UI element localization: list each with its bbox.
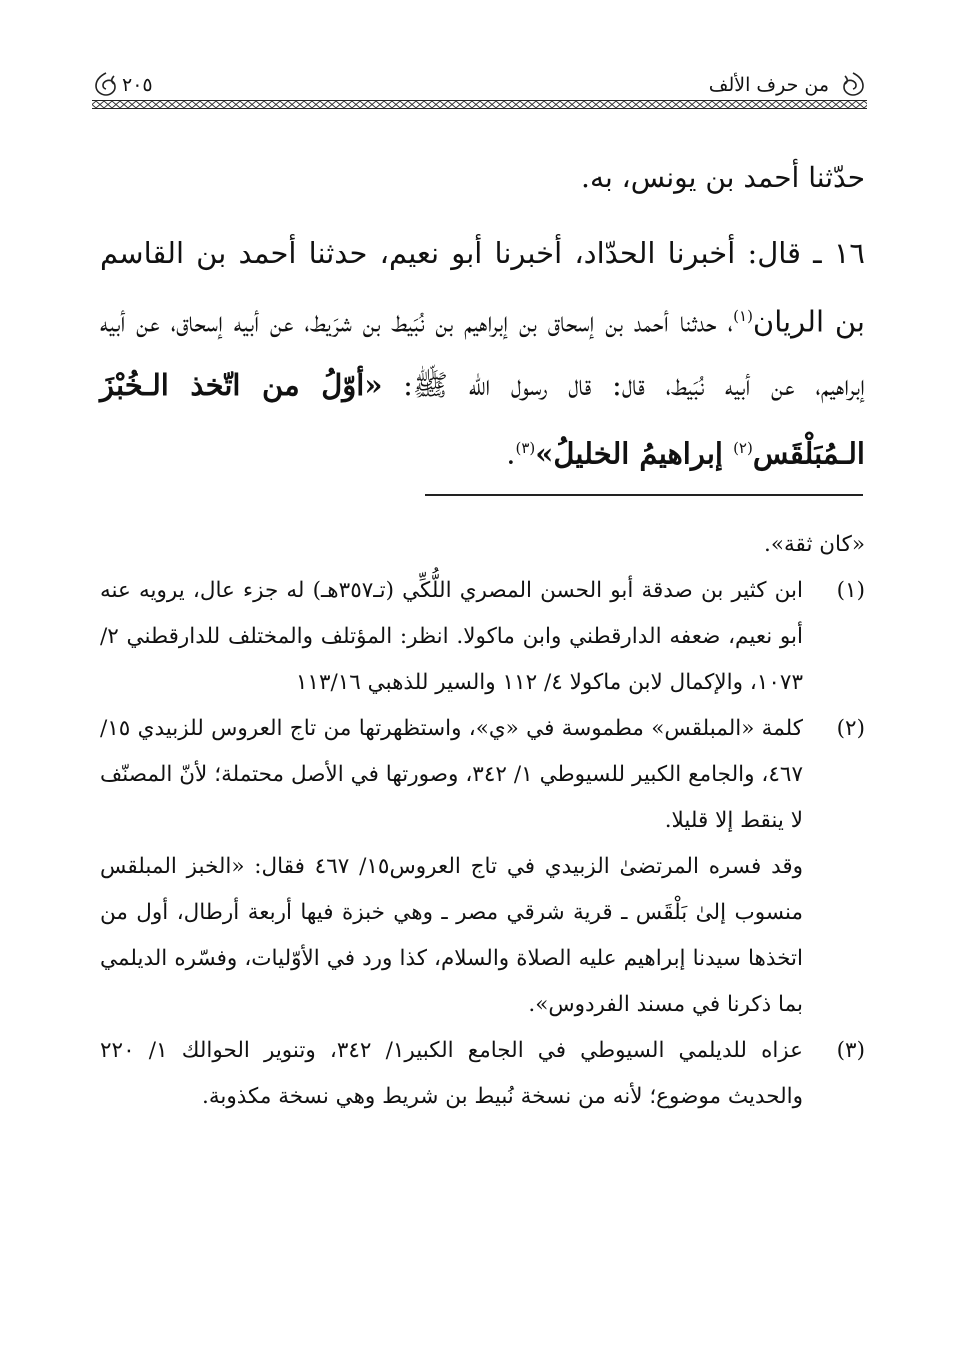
footnote-2 — [100, 706, 865, 844]
footnote-text: عزاه للديلمي السيوطي في الجامع الكبير١/ ٣٤٢، وتنوير الحوالك ١/ ٢٢٠ والحديث موضوع؛ لأنه من نسخة نُبيط بن شريط وهي نسخة مكذوبة. — [100, 1038, 803, 1109]
footnote-number: (١) — [836, 578, 865, 603]
footnote-ref-1: (١) — [733, 307, 753, 325]
page-header — [92, 62, 867, 112]
footnote-number: (٣) — [836, 1038, 865, 1063]
hadith-quote-start: «أوّلُ من اتّخذ الـخُبْزَ الـمُبَلْقَس — [100, 367, 865, 471]
ornament-icon — [839, 70, 867, 98]
footnote-2-extra: وقد فسره المرتضىٰ الزبيدي في تاج العروس١٥/ ٤٦٧ فقال: «الخبز المبلقس منسوب إلىٰ بَلْقَس ـ قرية شرقي مصر ـ وهي خبزة فيها أربعة أرطال، أول من اتخذها سيدنا إبراهيم عليه الصلاة والسلام، كذا ورد في الأوّليات، وفسّره الديلمي بما ذكرنا في مسند الفردوس». — [100, 854, 804, 1017]
footnote-text: ابن كثير بن صدقة أبو الحسن المصري اللُّكِّي (تـ٣٥٧هـ) له جزء عال، يرويه عنه أبو نعيم، ضعفه الدارقطني وابن ماكولا. انظر: المؤتلف والمختلف للدارقطني ٢/ ١٠٧٣، والإكمال لابن ماكولا ٤/ ١١٢ والسير للذهبي ١١٣/١٦ — [100, 578, 803, 695]
hadith-chain-opening: ١٦ ـ قال: أخبرنا الحدّاد، أخبرنا أبو نعيم، حدثنا أحمد بن القاسم بن الريان — [100, 236, 865, 339]
footnote-text: كلمة «المبلقس» مطموسة في «ي»، واستظهرتها من تاج العروس للزبيدي ١٥/ ٤٦٧، والجامع الكبير للسيوطي ١/ ٣٤٢، وصورتها في الأصل محتملة؛ لأنّ المصنّف لا ينقط إلا قليلا. — [100, 716, 803, 833]
page-number: ٢٠٥ — [122, 74, 153, 96]
ornament-icon — [92, 70, 120, 98]
footnote-1 — [100, 568, 865, 706]
footnotes — [100, 522, 865, 1120]
footnote-ref-3: (٣) — [515, 438, 536, 457]
hadith-chain-middle: ، حدثنا أحمد بن إسحاق بن إبراهيم بن نُبَيط بن شرَيط، عن أبيه إسحاق، عن أبيه إبراهيم، عن أبيه نُبَيط، قال: قال رسول الله ﷺ: — [100, 304, 865, 402]
header-border-ornament — [92, 100, 867, 109]
footnote-continuation: «كان ثقة». — [764, 532, 865, 557]
footnote-number: (٢) — [836, 716, 865, 741]
footnote-3 — [100, 1028, 865, 1120]
running-header-title: من حرف الألف — [708, 74, 829, 96]
footnote-separator — [425, 494, 863, 496]
footnote-ref-2: (٢) — [733, 438, 753, 457]
hadith-ending: . — [506, 436, 516, 471]
hadith-quote-end: إبراهيمُ الخليلُ» — [535, 436, 734, 471]
hadith-paragraph — [100, 222, 865, 485]
main-text-first-line: حدّثنا أحمد بن يونس، به. — [581, 161, 865, 194]
